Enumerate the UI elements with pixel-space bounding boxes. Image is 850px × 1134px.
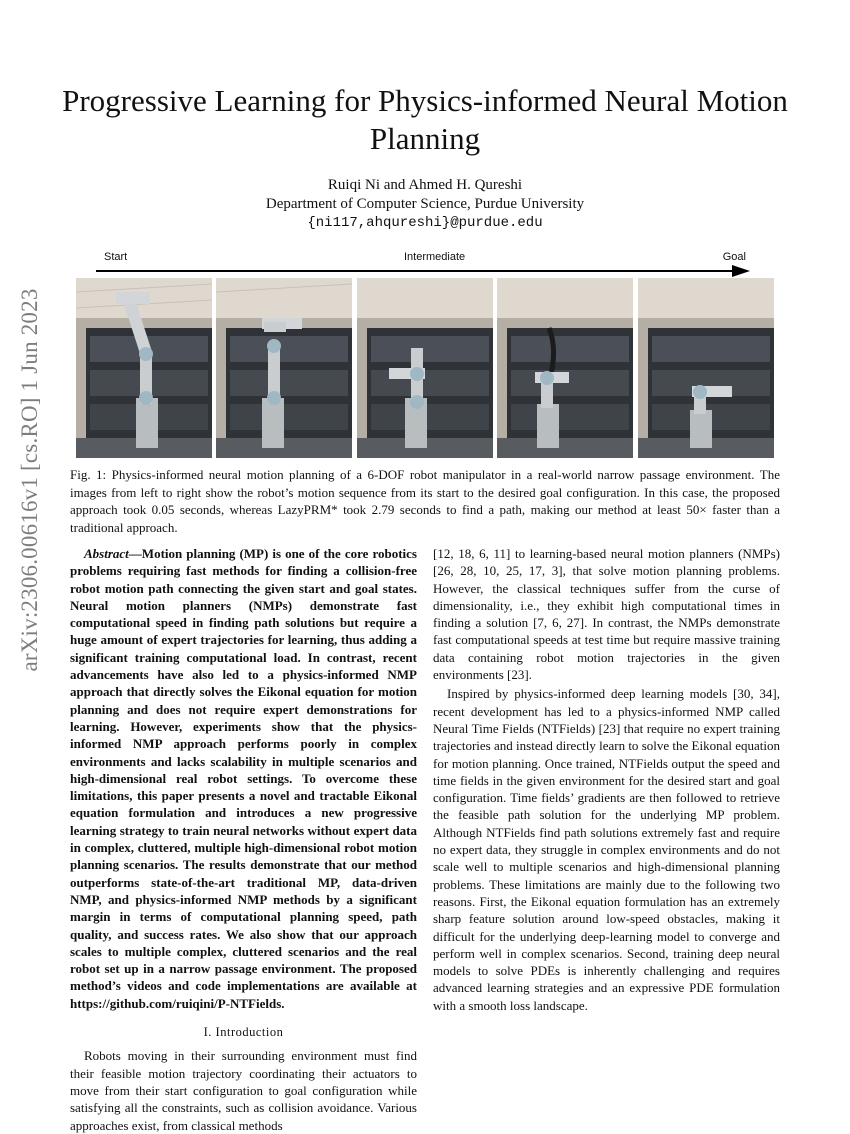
robot-frame-1	[76, 278, 212, 458]
label-intermediate: Intermediate	[404, 251, 466, 263]
robot-frame-3	[357, 278, 493, 458]
abstract-label: Abstract	[84, 546, 129, 561]
author-names: Ruiqi Ni and Ahmed H. Qureshi	[327, 177, 523, 193]
robot-motion-sequence	[76, 278, 774, 458]
arxiv-stamp-text: arXiv:2306.00616v1 [cs.RO] 1 Jun 2023	[17, 288, 42, 672]
label-goal: Goal	[722, 251, 746, 263]
abstract-text: —Motion planning (MP) is one of the core robotics problems requiring fast methods for finding a collision-free robot motion path connecting the given start and goal states. Neural motion planners (NMPs) demonstrate fast computational speed in finding path solutions but require a huge amount of expert trajectories for learning, thus adding a significant training computational load. In contrast, recent advancements have also led to a physics-informed NMP approach that directly solves the Eikonal equation for motion planning and does not require expert demonstrations for learning. However, experiments show that the physics-informed NMP approach performs poorly in complex environments and lacks scalability in multiple scenarios and high-dimensional real robot settings. To overcome these limitations, this paper presents a novel and tractable Eikonal equation formulation and introduces a new progressive learning strategy to train neural networks without expert data in complex, cluttered, multiple high-dimensional robot motion planning scenarios. The results demonstrate that our method outperforms state-of-the-art traditional MP, data-driven NMP, and physics-informed NMP methods by a significant margin in terms of computational planning speed, path quality, and success rates. We also show that our approach scales to multiple complex, cluttered scenarios and the real robot set up in a narrow passage environment. The proposed method’s videos and code implementations are available at https://github.com/ruiqini/P-NTFields.	[70, 546, 417, 1011]
affiliation: Department of Computer Science, Purdue University	[265, 196, 585, 212]
right-column	[433, 545, 780, 1014]
right-paragraph-2: Inspired by physics-informed deep learning models [30, 34], recent development has led to a physics-informed NMP called Neural Time Fields (NTFields) [23] that require no expert training trajectories and instead directly learn to solve the Eikonal equation for motion planning. Once trained, NTFields output the speed and time fields in the given environment for the desired start and goal configuration. Time fields’ gradients are then followed to retrieve the feasible path solution for the underlying MP problem. Although NTFields find path solutions extremely fast and require no expert data, they struggle in complex environments and do not scale well to multiple scenarios and high-dimensional planning problems. These limitations are mainly due to the following two reasons. First, the Eikonal equation formulation has an extremely sharp feature solution around low-speed obstacles, making it difficult for the underlying deep-learning model to converge and perform well in complex scenarios. Second, training deep neural models to solve PDEs is inherently challenging and requires advanced learning strategies and an expressive PDE formulation with a smooth loss landscape.	[433, 686, 780, 1013]
robot-frame-5	[638, 278, 774, 458]
label-start: Start	[104, 251, 128, 263]
robot-frame-2	[216, 278, 352, 458]
robot-frame-4	[497, 278, 633, 458]
right-paragraph-1: [12, 18, 6, 11] to learning-based neural motion planners (NMPs) [26, 28, 10, 25, 17, 3], that solve motion planning problems. However, the classical techniques suffer from the curse of dimensionality, i.e., they exhibit high computational times in finding a solution [7, 6, 27]. In contrast, the NMPs demonstrate fast computational speeds at test time but require massive training data containing robot motion trajectories in the given environments [23].	[433, 546, 780, 683]
arxiv-stamp	[8, 288, 52, 672]
section-heading-introduction: I. Introduction	[203, 1025, 284, 1040]
left-column	[70, 545, 417, 1134]
author-email: {ni117,ahqureshi}@purdue.edu	[307, 215, 543, 231]
author-block	[60, 176, 790, 233]
progress-arrow	[96, 264, 750, 278]
abstract	[70, 545, 417, 1012]
figure-caption: Fig. 1: Physics-informed neural motion planning of a 6-DOF robot manipulator in a real-world narrow passage environment. The images from left to right show the robot’s motion sequence from its start to the desired goal configuration. In this case, the proposed approach took 0.05 seconds, whereas LazyPRM* took 2.79 seconds to find a path, making our method at least 50× faster than a traditional approach.	[70, 467, 780, 535]
paper-title: Progressive Learning for Physics-informed Neural Motion Planning	[62, 83, 788, 156]
intro-paragraph-1: Robots moving in their surrounding environment must find their feasible motion trajectory coordinating their actuators to move from their start configuration to goal configuration while satisfying all the constraints, such as collision avoidance. Various approaches exist, from classical methods	[70, 1048, 417, 1133]
